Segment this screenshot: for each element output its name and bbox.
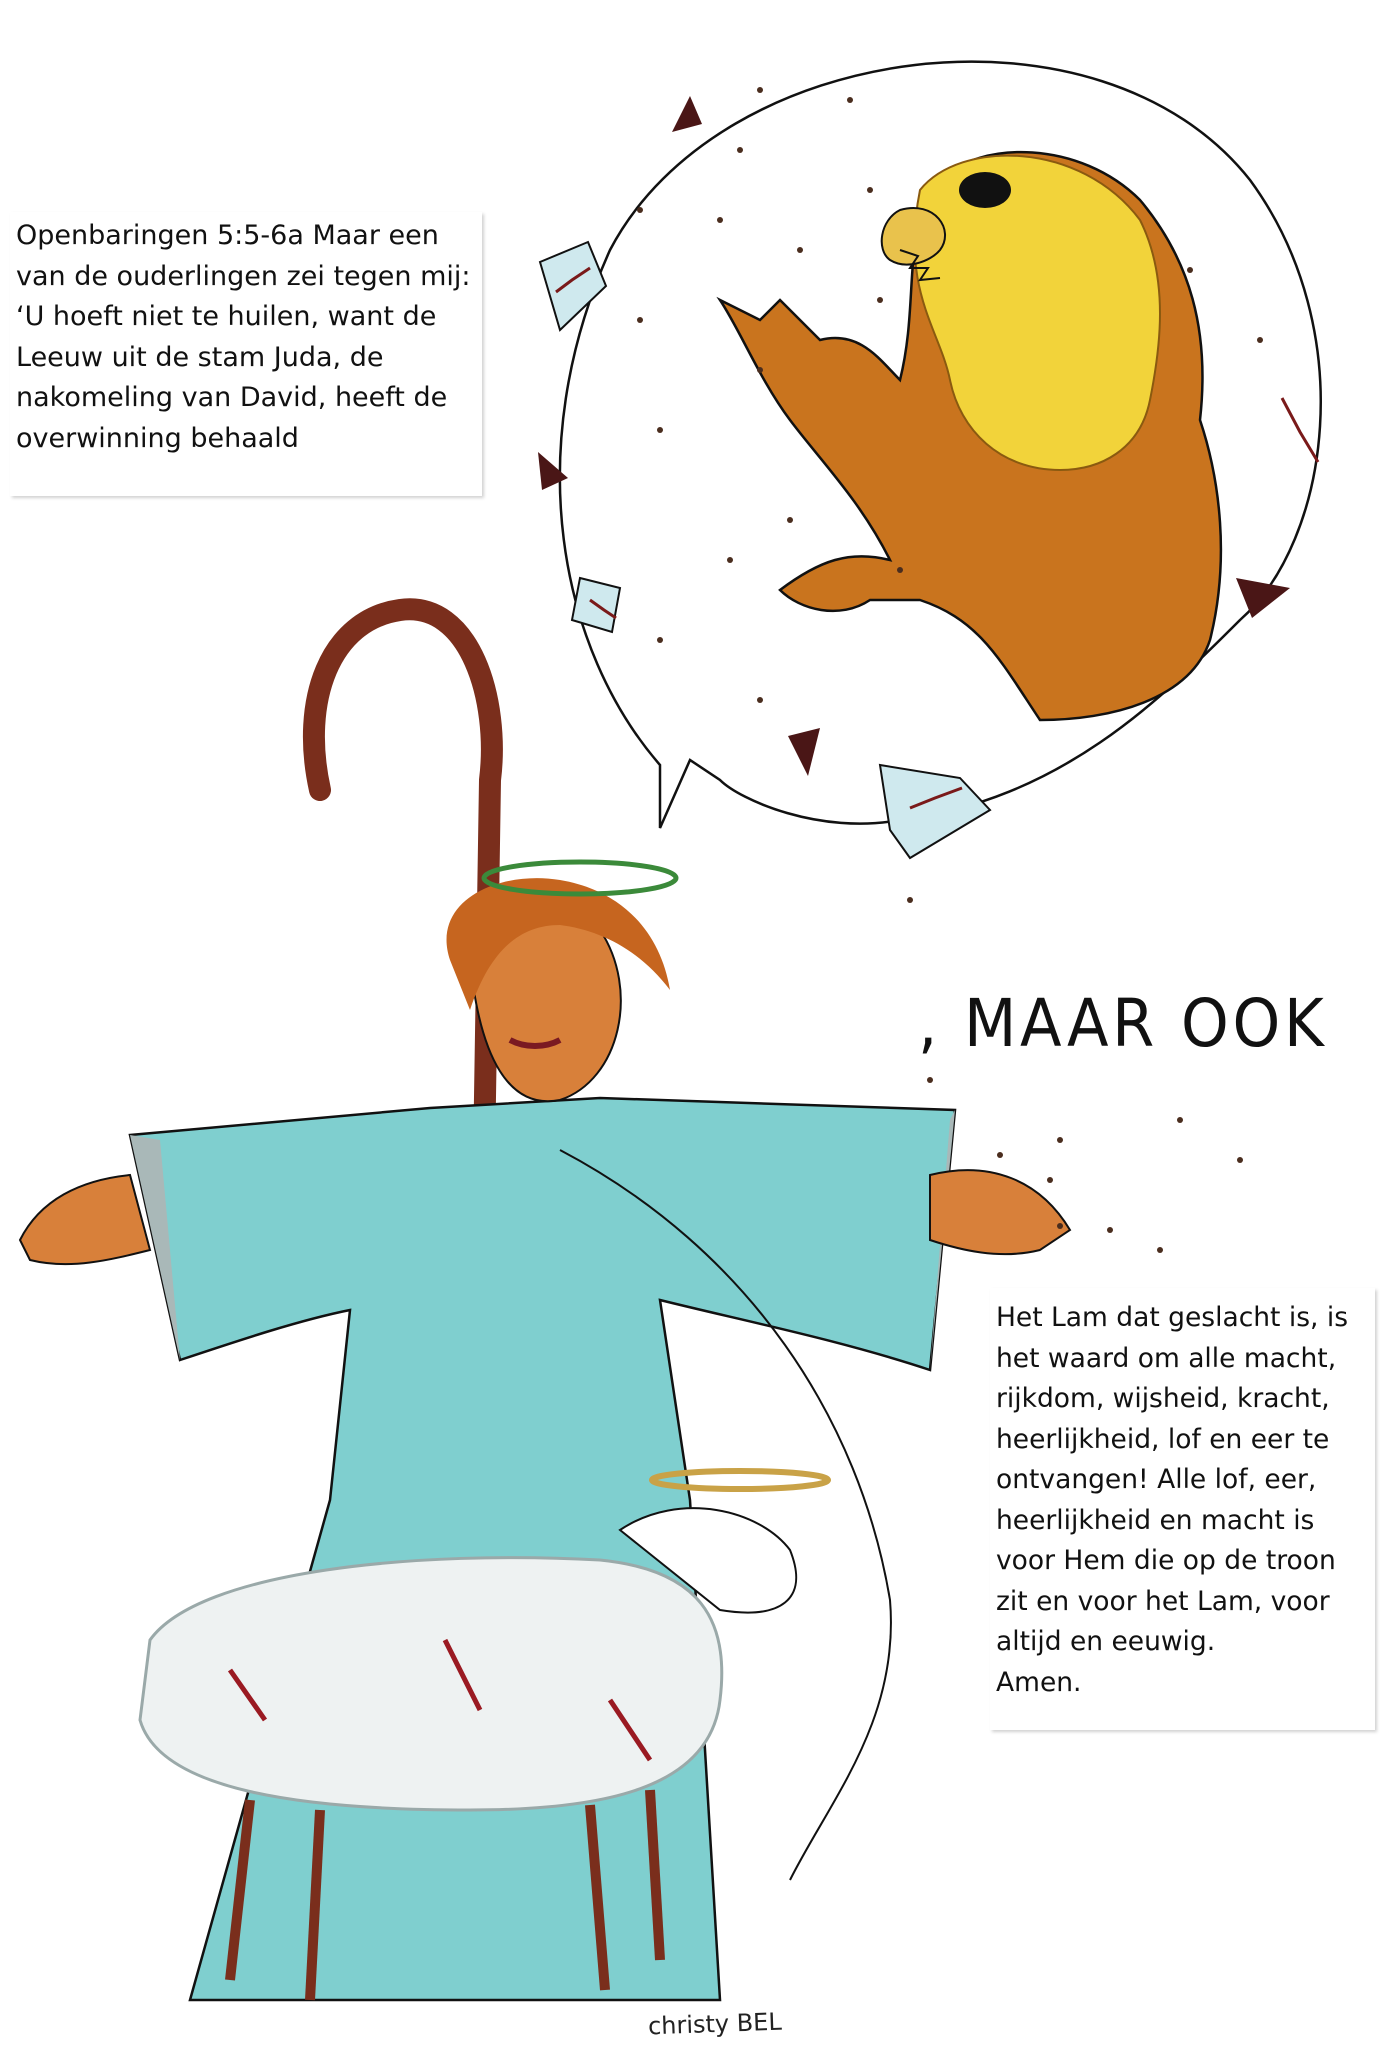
praise-line: Het Lam dat geslacht is, is: [996, 1302, 1349, 1333]
praise-line: rijkdom, wijsheid, kracht,: [996, 1383, 1330, 1414]
artist-signature: christy BEL: [647, 2007, 783, 2041]
verse-text-box: [10, 212, 482, 496]
praise-line: heerlijkheid, lof en eer te: [996, 1423, 1330, 1455]
praise-line: zit en voor het Lam, voor: [996, 1585, 1330, 1617]
verse-line: Openbaringen 5:5-6a Maar een: [16, 220, 439, 251]
praise-line: heerlijkheid en macht is: [996, 1504, 1315, 1536]
praise-line: ontvangen! Alle lof, eer,: [996, 1464, 1317, 1495]
heading-maar-ook: , MAAR OOK: [918, 985, 1328, 1062]
praise-text-box: [990, 1288, 1375, 1730]
praise-line: voor Hem die op de troon: [996, 1545, 1336, 1576]
verse-line: ‘U hoeft niet te huilen, want de: [16, 301, 437, 332]
praise-line: Amen.: [996, 1666, 1082, 1698]
lion-illustration: [720, 152, 1221, 720]
praise-line: altijd en eeuwig.: [996, 1626, 1216, 1657]
praise-line: het waard om alle macht,: [996, 1342, 1337, 1374]
verse-line: overwinning behaald: [16, 422, 299, 454]
shepherd-robe: [130, 1098, 955, 2000]
verse-line: van de ouderlingen zei tegen mij:: [16, 260, 471, 292]
verse-line: nakomeling van David, heeft de: [16, 382, 448, 413]
verse-line: Leeuw uit de stam Juda, de: [16, 341, 384, 373]
